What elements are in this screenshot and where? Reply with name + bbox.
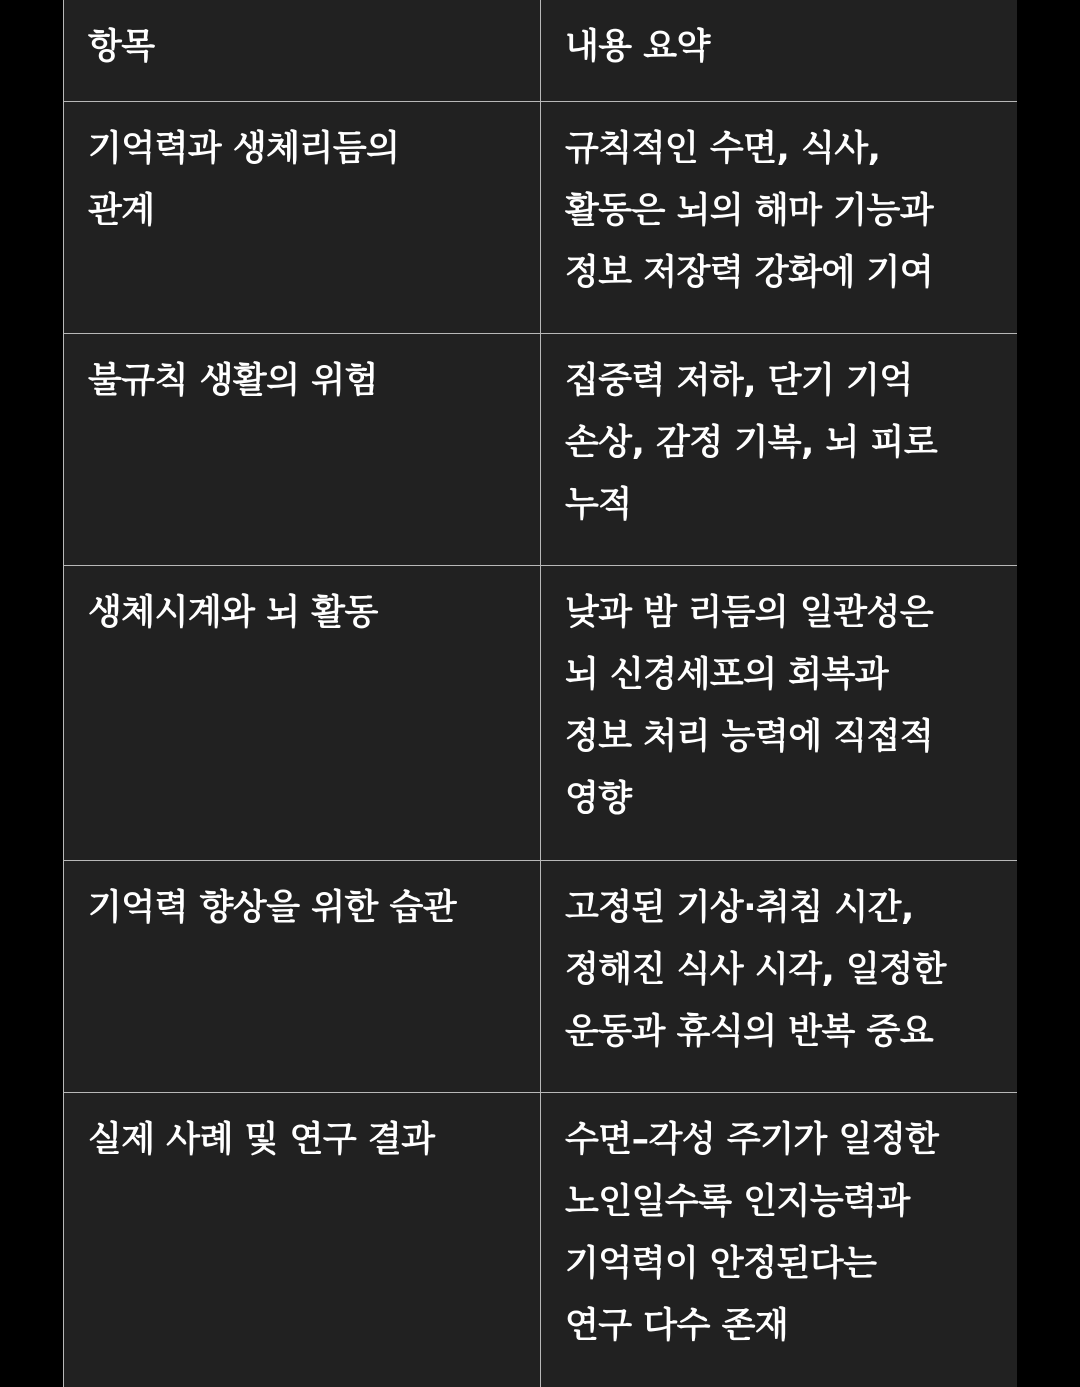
row-summary-text: 정보 저장력 강화에 기여 — [565, 252, 934, 293]
row-item-text: 실제 사례 및 연구 결과 — [88, 1119, 435, 1160]
table-row — [64, 565, 1018, 860]
row-summary-cell — [541, 333, 1018, 565]
row-summary-text: 정보 처리 능력에 직접적 — [565, 716, 934, 757]
row-summary-text: 활동은 뇌의 해마 기능과 — [565, 190, 934, 231]
row-item-text: 생체시계와 뇌 활동 — [88, 592, 378, 633]
row-item-cell — [64, 101, 541, 333]
row-item-cell — [64, 860, 541, 1092]
table-row — [64, 333, 1018, 565]
row-summary-text: 기억력이 안정된다는 — [565, 1243, 877, 1284]
row-summary-text: 집중력 저하, 단기 기억 — [565, 360, 913, 401]
table-row — [64, 101, 1018, 333]
row-summary-cell — [541, 860, 1018, 1092]
row-summary-text: 낮과 밤 리듬의 일관성은 — [565, 592, 934, 633]
summary-table-container — [63, 0, 1017, 1387]
row-summary-text: 수면–각성 주기가 일정한 — [565, 1119, 939, 1160]
table-header-row — [64, 0, 1018, 101]
row-summary-text: 연구 다수 존재 — [565, 1305, 789, 1346]
row-summary-text: 손상, 감정 기복, 뇌 피로 — [565, 422, 938, 463]
table-row — [64, 1092, 1018, 1387]
row-summary-cell — [541, 565, 1018, 860]
row-summary-text: 정해진 식사 시각, 일정한 — [565, 949, 946, 990]
row-item-text: 기억력과 생체리듬의 — [88, 128, 400, 169]
row-item-text: 불규칙 생활의 위험 — [88, 360, 378, 401]
row-item-cell — [64, 565, 541, 860]
header-item: 항목 — [64, 0, 541, 101]
row-summary-text: 고정된 기상·취침 시간, — [565, 887, 914, 928]
row-summary-cell — [541, 1092, 1018, 1387]
summary-table — [63, 0, 1017, 1387]
row-summary-text: 운동과 휴식의 반복 중요 — [565, 1011, 934, 1052]
table-row — [64, 860, 1018, 1092]
row-summary-text: 누적 — [565, 484, 632, 525]
row-item-cell — [64, 1092, 541, 1387]
row-summary-text: 규칙적인 수면, 식사, — [565, 128, 881, 169]
header-summary: 내용 요약 — [541, 0, 1018, 101]
row-item-cell — [64, 333, 541, 565]
row-summary-cell — [541, 101, 1018, 333]
row-summary-text: 영향 — [565, 778, 632, 819]
row-item-text: 기억력 향상을 위한 습관 — [88, 887, 457, 928]
row-summary-text: 노인일수록 인지능력과 — [565, 1181, 910, 1222]
row-summary-text: 뇌 신경세포의 회복과 — [565, 654, 889, 695]
row-item-text: 관계 — [88, 190, 155, 231]
